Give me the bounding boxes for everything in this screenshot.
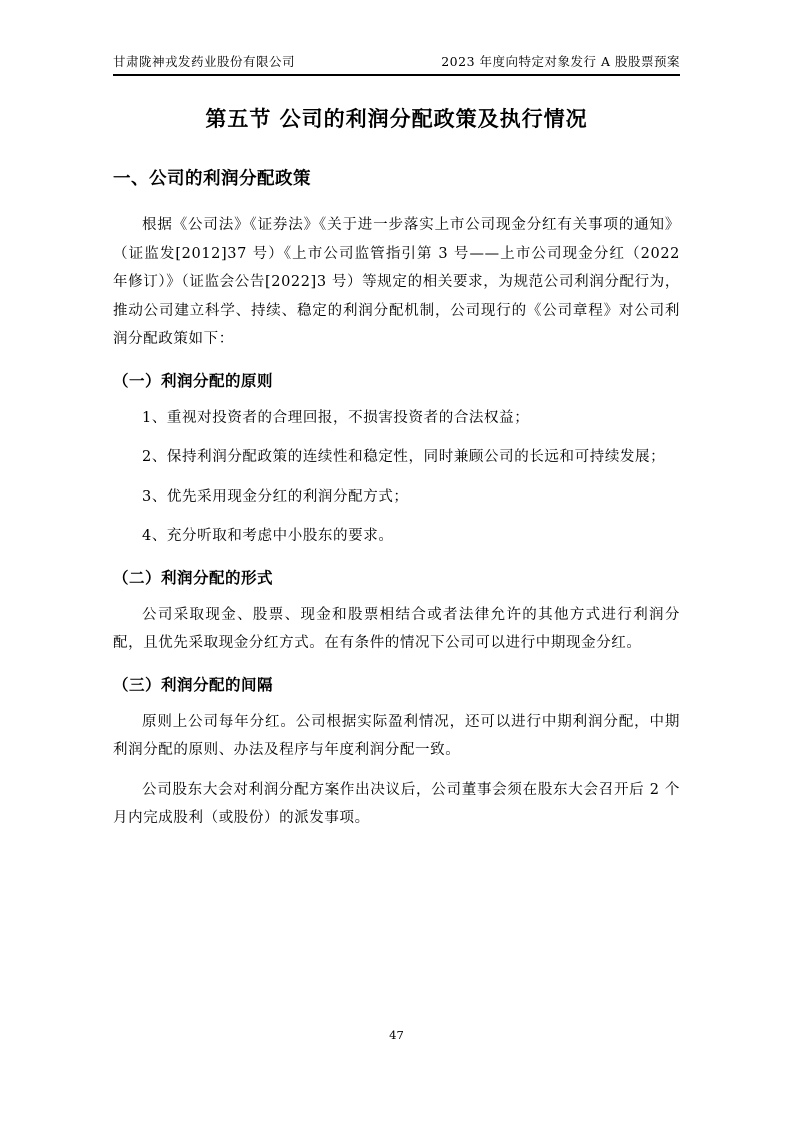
page-footer [0,1028,793,1042]
subsection-heading: （三）利润分配的间隔 [113,675,274,694]
paragraph: 3、优先采用现金分红的利润分配方式； [142,488,409,505]
subsection-heading: （二）利润分配的形式 [113,568,274,587]
document-body [113,104,680,833]
page-header [113,0,680,76]
paragraph: 根据《公司法》《证券法》《关于进一步落实上市公司现金分红有关事项的通知》（证监发[2012]37 号）《上市公司监管指引第 3 号——上市公司现金分红（2022 年修订）》（证监会公告[2022]3 号）等规定的相关要求，为规范公司利润分配行为，推动公司建立科学、持续、稳定的利润分配机制，公司现行的《公司章程》对公司利润分配政策如下： [113,217,680,347]
chapter-title: 第五节 公司的利润分配政策及执行情况 [205,107,588,131]
paragraph: 2、保持利润分配政策的连续性和稳定性，同时兼顾公司的长远和可持续发展； [142,449,666,465]
paragraph: 公司股东大会对利润分配方案作出决议后，公司董事会须在股东大会召开后 2 个月内完成股利（或股份）的派发事项。 [113,781,680,826]
paragraph: 原则上公司每年分红。公司根据实际盈利情况，还可以进行中期利润分配，中期利润分配的原则、办法及程序与年度利润分配一致。 [113,713,680,758]
paragraph: 公司采取现金、股票、现金和股票相结合或者法律允许的其他方式进行利润分配，且优先采取现金分红方式。在有条件的情况下公司可以进行中期现金分红。 [113,606,680,651]
header-document-title: 2023 年度向特定对象发行 A 股股票预案 [441,54,680,69]
paragraph: 4、充分听取和考虑中小股东的要求。 [142,528,394,544]
header-company-name: 甘肃陇神戎发药业股份有限公司 [113,54,296,69]
paragraph: 1、重视对投资者的合理回报，不损害投资者的合法权益； [142,409,530,426]
section-heading: 一、公司的利润分配政策 [113,169,311,189]
page-number: 47 [389,1028,404,1042]
subsection-heading: （一）利润分配的原则 [113,371,274,390]
